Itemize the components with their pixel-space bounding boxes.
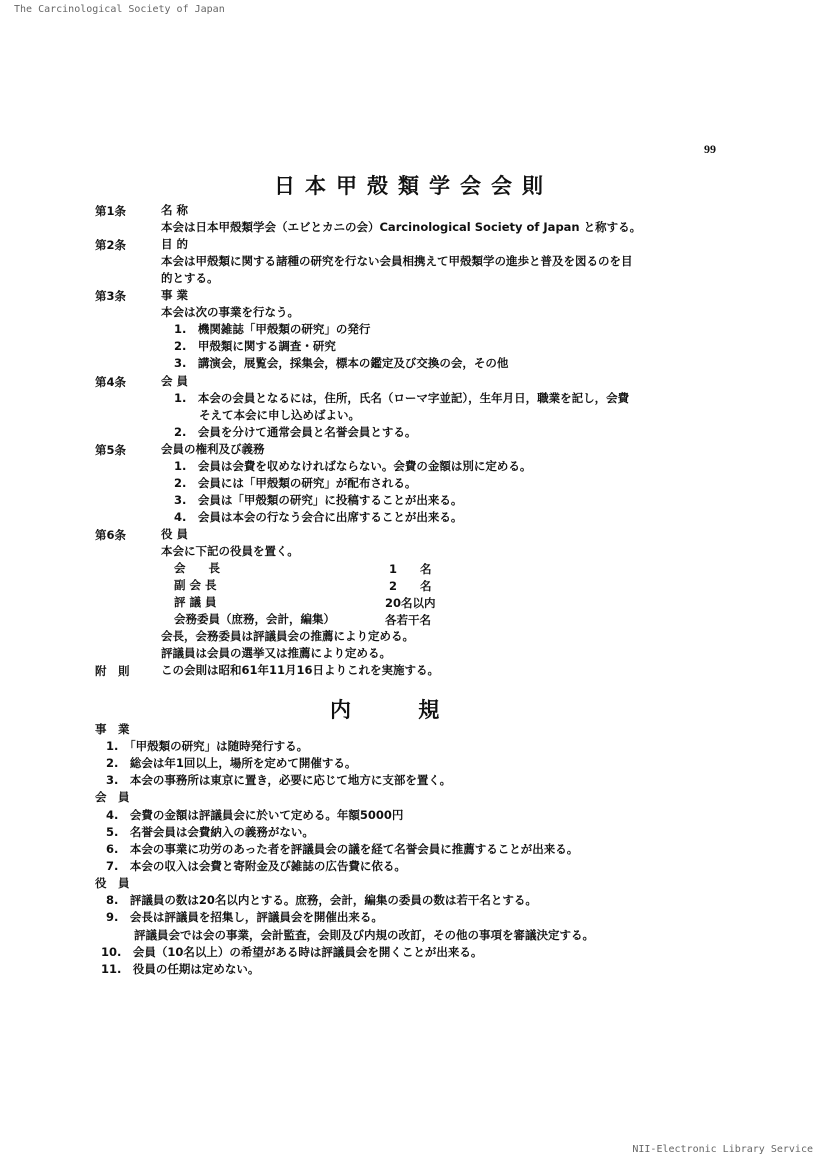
article-2-body-line2: 的とする。 [161, 271, 219, 285]
article-6-number: 第6条 [95, 528, 127, 542]
article-1-body: 本会は日本甲殻類学会（エビとカニの会）Carcinological Society of Japan と称する。 [161, 220, 642, 234]
bylaws-section-members: 会 員 [95, 790, 130, 804]
article-1-number: 第1条 [95, 204, 127, 218]
article-4-item-1b: そえて本会に申し込めばよい。 [199, 408, 360, 422]
bylaw-rule-6: 6. 本会の事業に功労のあった者を評議員会の議を経て名誉会員に推薦することが出来る。 [106, 842, 579, 856]
officer-count: 20名以内 [385, 596, 436, 610]
article-5-item-1: 1. 会員は会費を収めなければならない。会費の金額は別に定める。 [174, 459, 532, 473]
officer-role: 副 会 長 [174, 578, 217, 592]
bylaws-section-officers: 役 員 [95, 876, 130, 890]
officer-count: 各若干名 [385, 613, 431, 627]
article-3-number: 第3条 [95, 289, 127, 303]
article-5-item-4: 4. 会員は本会の行なう会合に出席することが出来る。 [174, 510, 463, 524]
document-title: 日本甲殻類学会会則 [274, 173, 553, 198]
article-5-number: 第5条 [95, 443, 127, 457]
article-6-heading: 役 員 [161, 527, 189, 541]
officer-role: 会務委員（庶務，会計，編集） [174, 612, 335, 626]
bylaw-rule-9: 9. 会長は評議員を招集し，評議員会を開催出来る。 [106, 910, 383, 924]
bylaws-title: 内 規 [330, 697, 440, 722]
article-3-item-3: 3. 講演会，展覧会，採集会，標本の鑑定及び交換の会，その他 [174, 356, 509, 370]
header-source: The Carcinological Society of Japan [14, 4, 225, 15]
bylaws-section-business: 事 業 [95, 722, 130, 736]
article-3-item-2: 2. 甲殻類に関する調査・研究 [174, 339, 336, 353]
article-3-intro: 本会は次の事業を行なう。 [161, 305, 299, 319]
bylaw-rule-3: 3. 本会の事務所は東京に置き，必要に応じて地方に支部を置く。 [106, 773, 452, 787]
article-2-number: 第2条 [95, 238, 127, 252]
article-4-number: 第4条 [95, 375, 127, 389]
article-2-body-line1: 本会は甲殻類に関する諸種の研究を行ない会員相携えて甲殻類学の進歩と普及を図るのを目 [161, 254, 633, 268]
article-5-item-2: 2. 会員には「甲殻類の研究」が配布される。 [174, 476, 417, 490]
supplementary-label: 附 則 [95, 664, 130, 678]
officer-role: 会 長 [174, 561, 220, 575]
article-4-item-1a: 1. 本会の会員となるには，住所，氏名（ローマ字並記），生年月日，職業を記し，会費 [174, 391, 630, 405]
article-6-note-2: 評議員は会員の選挙又は推薦により定める。 [161, 646, 391, 660]
footer-service: NII-Electronic Library Service [632, 1144, 813, 1155]
article-3-heading: 事 業 [161, 288, 189, 302]
bylaw-rule-9-continued: 評議員会では会の事業，会計監査，会則及び内規の改訂，その他の事項を審議決定する。 [134, 928, 594, 942]
bylaw-rule-4: 4. 会費の金額は評議員会に於いて定める。年額5000円 [106, 808, 404, 822]
article-6-intro: 本会に下記の役員を置く。 [161, 544, 299, 558]
officer-role: 評 議 員 [174, 595, 217, 609]
article-1-heading: 名 称 [161, 203, 189, 217]
bylaw-rule-11: 11. 役員の任期は定めない。 [101, 962, 260, 976]
article-4-heading: 会 員 [161, 374, 189, 388]
article-5-heading: 会員の権利及び義務 [161, 442, 265, 456]
bylaw-rule-10: 10. 会員（10名以上）の希望がある時は評議員会を開くことが出来る。 [101, 945, 483, 959]
bylaw-rule-5: 5. 名誉会員は会費納入の義務がない。 [106, 825, 314, 839]
officer-count: 2 名 [389, 579, 432, 593]
bylaw-rule-7: 7. 本会の収入は会費と寄附金及び雑誌の広告費に依る。 [106, 859, 406, 873]
article-2-heading: 目 的 [161, 237, 189, 251]
supplementary-body: この会則は昭和61年11月16日よりこれを実施する。 [161, 663, 440, 677]
bylaw-rule-1: 1. 「甲殻類の研究」は随時発行する。 [106, 739, 309, 753]
bylaw-rule-2: 2. 総会は年1回以上，場所を定めて開催する。 [106, 756, 357, 770]
article-4-item-2: 2. 会員を分けて通常会員と名誉会員とする。 [174, 425, 417, 439]
article-3-item-1: 1. 機関雑誌「甲殻類の研究」の発行 [174, 322, 371, 336]
officer-count: 1 名 [389, 562, 432, 576]
page-number: 99 [704, 142, 716, 156]
article-6-note-1: 会長，会務委員は評議員会の推薦により定める。 [161, 629, 414, 643]
bylaw-rule-8: 8. 評議員の数は20名以内とする。庶務，会計，編集の委員の数は若干名とする。 [106, 893, 537, 907]
article-5-item-3: 3. 会員は「甲殻類の研究」に投稿することが出来る。 [174, 493, 463, 507]
